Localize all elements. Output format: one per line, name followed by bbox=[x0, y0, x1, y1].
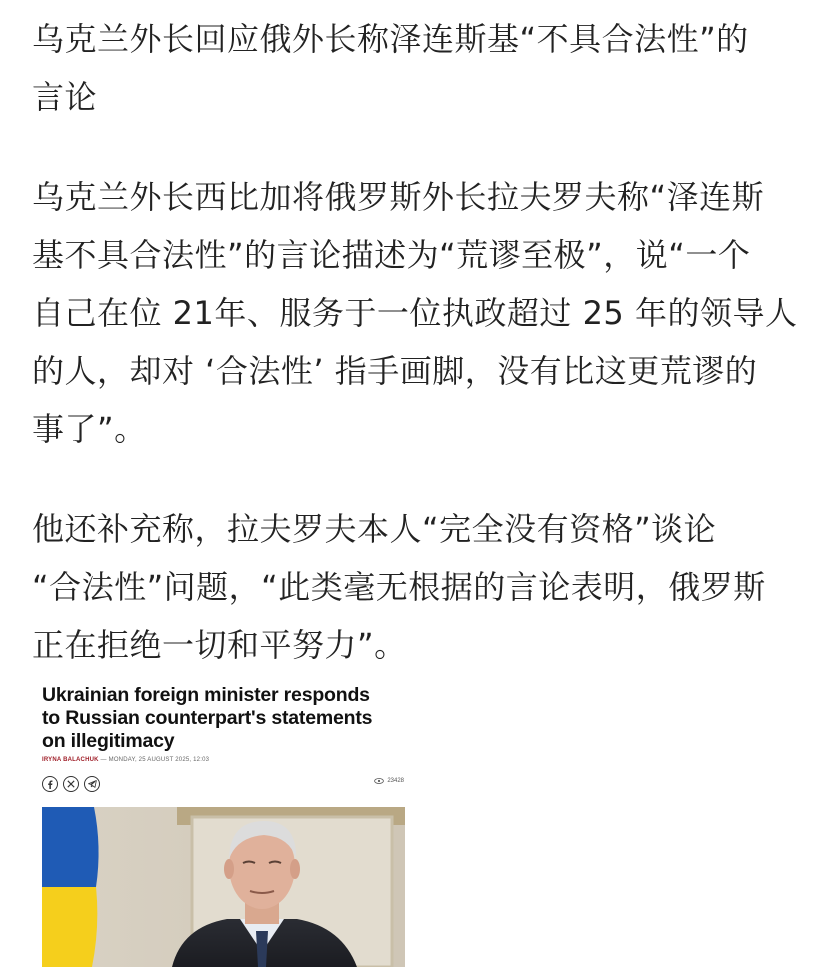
embed-headline: Ukrainian foreign minister responds to Russian counterpart's statements on illegitimacy bbox=[42, 684, 373, 752]
embed-byline bbox=[42, 757, 209, 763]
article-body bbox=[32, 10, 802, 674]
article-paragraph-2: 他还补充称，拉夫罗夫本人“完全没有资格”谈论 “合法性”问题，“此类毫无根据的言论表明，俄罗斯 正在拒绝一切和平努力”。 bbox=[32, 510, 766, 664]
view-count bbox=[374, 778, 404, 784]
x-icon[interactable] bbox=[63, 776, 79, 792]
share-buttons bbox=[42, 776, 100, 792]
embedded-news-screenshot[interactable] bbox=[40, 672, 406, 967]
article-photo bbox=[42, 807, 405, 967]
article-paragraph-1: 乌克兰外长西比加将俄罗斯外长拉夫罗夫称“泽连斯 基不具合法性”的言论描述为“荒谬至极”，说“一个 自己在位 21年、服务于一位执政超过 25 年的领导人 的人，却对 ‘合法性’ 指手画脚，没有比这更荒谬的 事了”。 bbox=[32, 178, 798, 448]
view-count-number: 23428 bbox=[387, 778, 404, 784]
telegram-icon[interactable] bbox=[84, 776, 100, 792]
embed-author: IRYNA BALACHUK bbox=[42, 757, 99, 763]
article-title: 乌克兰外长回应俄外长称泽连斯基“不具合法性”的 言论 bbox=[32, 20, 749, 116]
eye-icon bbox=[374, 778, 384, 784]
ukraine-flag-image bbox=[42, 807, 99, 967]
facebook-icon[interactable] bbox=[42, 776, 58, 792]
embed-date: — MONDAY, 25 AUGUST 2025, 12:03 bbox=[98, 757, 210, 763]
